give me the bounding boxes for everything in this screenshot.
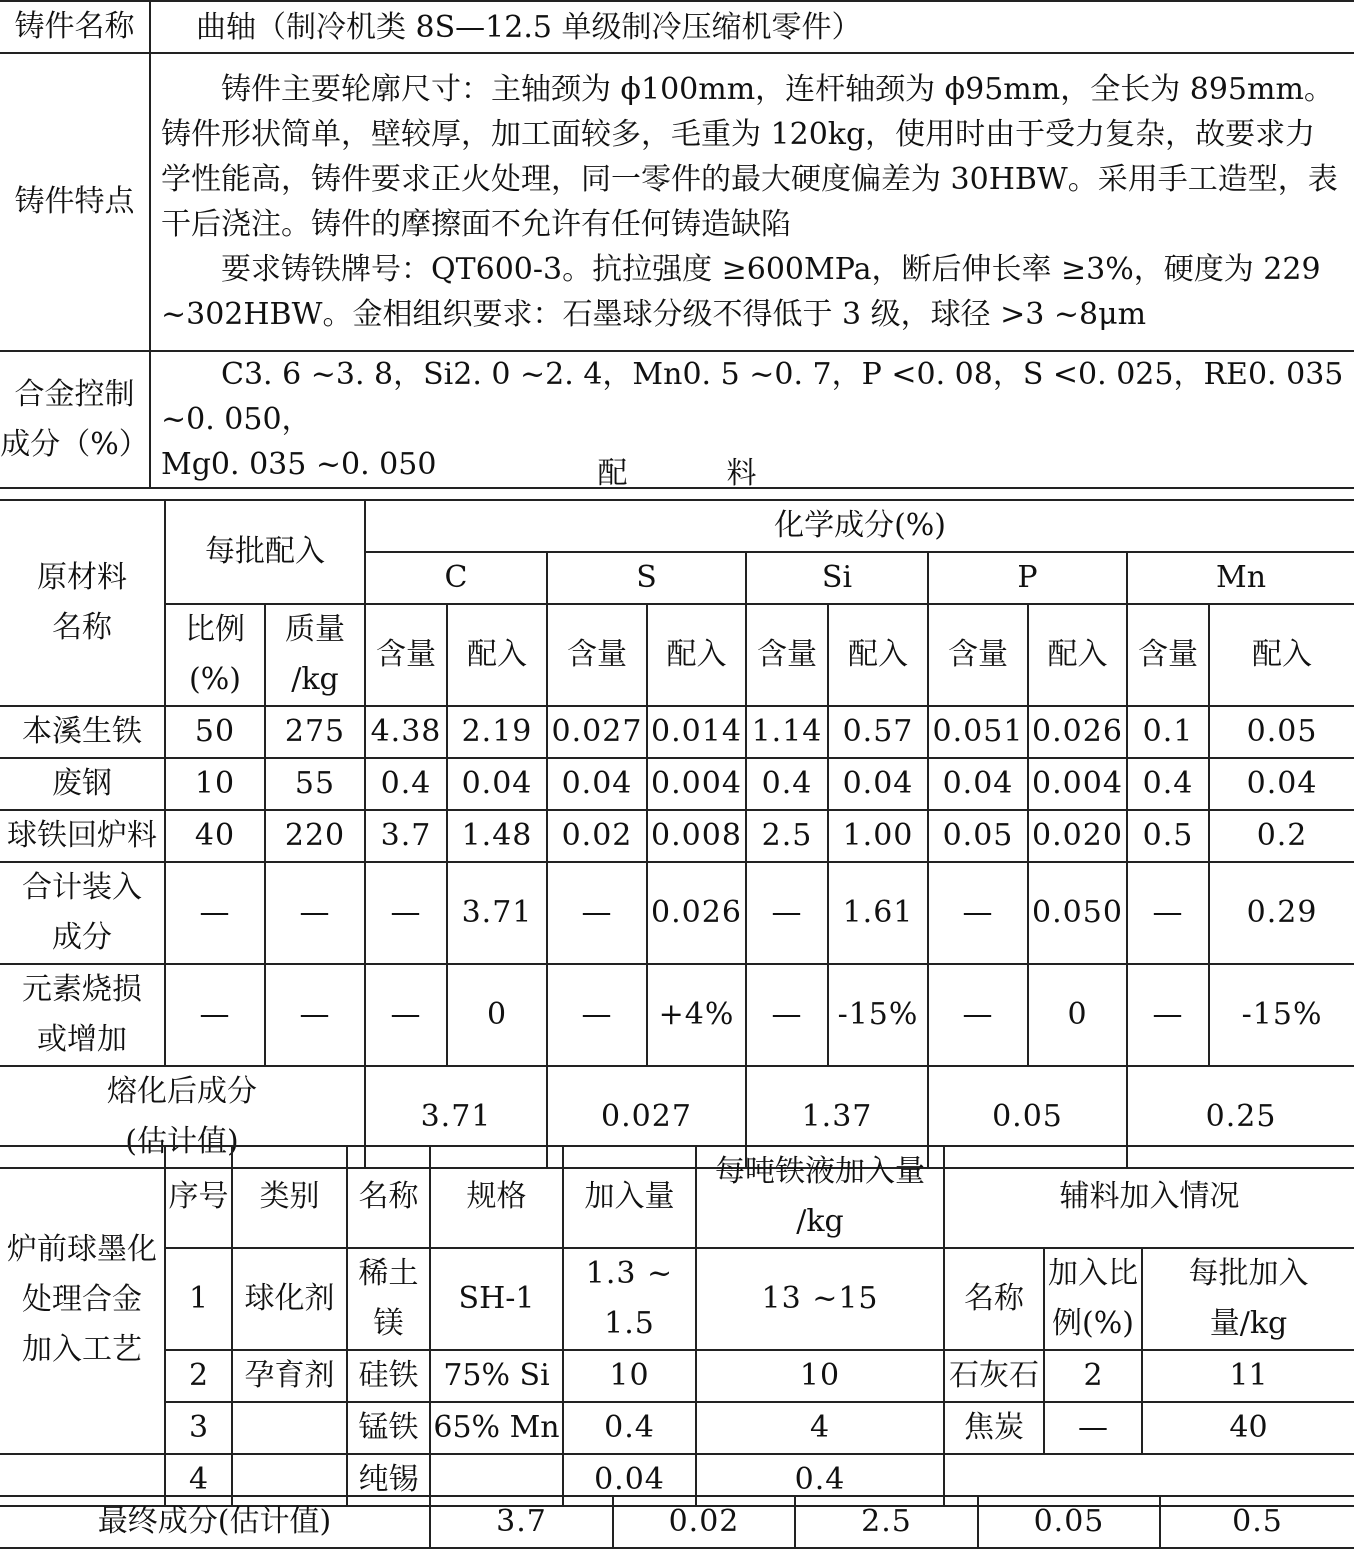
aux-ratio: 2 [1044, 1350, 1142, 1402]
cell-value: 3.7 [365, 810, 447, 862]
row-no: 4 [165, 1454, 232, 1506]
cell-value: 0.027 [547, 1066, 746, 1168]
cell-value: 0.5 [1127, 810, 1209, 862]
row-type [232, 1402, 347, 1454]
row-amount [563, 1248, 696, 1350]
ratio-header-2: (%) [189, 662, 241, 697]
cell-value: 1.61 [828, 862, 928, 964]
treatment-label-2: 处理合金 [22, 1282, 142, 1317]
element-c: C [365, 552, 547, 604]
aux-ratio-header-2: 例(%) [1052, 1306, 1134, 1341]
alloy-label-line-2: 成分（%） [0, 426, 149, 462]
cell-value: 0.04 [547, 758, 647, 810]
mass-header-2: /kg [291, 662, 339, 697]
cell-value: — [165, 862, 265, 964]
ratio-value: 40 [165, 810, 265, 862]
cell-value: 0.1 [1127, 706, 1209, 758]
col-header-per-ton [696, 1146, 944, 1248]
cell-value: 0.008 [647, 810, 746, 862]
cell-value: — [365, 862, 447, 964]
row-amount: 10 [563, 1350, 696, 1402]
loss-label-2: 或增加 [37, 1022, 127, 1057]
content-header: 含量 [547, 604, 647, 706]
raw-material-header [0, 500, 165, 706]
added-header: 配入 [447, 604, 547, 706]
material-name: 球铁回炉料 [0, 810, 165, 862]
row-name: 纯锡 [347, 1454, 430, 1506]
cell-value: — [165, 964, 265, 1066]
cell-value: — [928, 862, 1028, 964]
cell-value: 0.020 [1028, 810, 1127, 862]
row-no: 3 [165, 1402, 232, 1454]
cell-value: — [928, 964, 1028, 1066]
content-header: 含量 [365, 604, 447, 706]
mass-value: 220 [265, 810, 365, 862]
cell-value: 0.027 [547, 706, 647, 758]
cell-value: 0.04 [928, 758, 1028, 810]
material-name: 废钢 [0, 758, 165, 810]
aux-batch-header-1: 每批加入 [1188, 1256, 1309, 1291]
treatment-label [0, 1146, 165, 1454]
alloy-label-line-1: 合金控制 [14, 376, 135, 412]
cell-value: 0.04 [447, 758, 547, 810]
casting-name-label: 铸件名称 [0, 1, 150, 53]
cell-value: 0.4 [365, 758, 447, 810]
total-row [0, 862, 1354, 964]
cell-value: 0.05 [928, 810, 1028, 862]
features-label: 铸件特点 [0, 53, 150, 351]
mass-header [265, 604, 365, 706]
content-header: 含量 [1127, 604, 1209, 706]
per-batch-header: 每批配入 [165, 500, 365, 604]
cell-value: — [547, 862, 647, 964]
section-title [0, 449, 1354, 499]
cell-value: 0.25 [1127, 1066, 1354, 1168]
cell-value: 0.02 [547, 810, 647, 862]
final-table [0, 1495, 1354, 1549]
row-spec: 65% Mn [430, 1402, 563, 1454]
row-amount-1: 1.3 ~ [585, 1256, 674, 1291]
element-si: Si [746, 552, 928, 604]
cell-value: 0.05 [1209, 706, 1354, 758]
cell-value: 3.71 [365, 1066, 547, 1168]
aux-ratio-header-1: 加入比 [1048, 1256, 1138, 1291]
cell-value: 0.051 [928, 706, 1028, 758]
aux-ratio: — [1044, 1402, 1142, 1454]
row-type: 孕育剂 [232, 1350, 347, 1402]
added-header: 配入 [647, 604, 746, 706]
cell-value: — [547, 964, 647, 1066]
aux-name-header: 名称 [944, 1248, 1044, 1350]
row-no: 2 [165, 1350, 232, 1402]
cell-value: — [1127, 862, 1209, 964]
material-name: 本溪生铁 [0, 706, 165, 758]
batch-table [0, 499, 1354, 1169]
col-header-type: 类别 [232, 1146, 347, 1248]
row-name: 硅铁 [347, 1350, 430, 1402]
cell-value: 0.026 [647, 862, 746, 964]
added-header: 配入 [1209, 604, 1354, 706]
table-row [0, 1248, 1354, 1350]
section-title-char-1: 配 [597, 456, 628, 491]
final-label: 最终成分(估计值) [0, 1496, 430, 1548]
cell-value: +4% [647, 964, 746, 1066]
features-text [150, 53, 1354, 351]
final-value: 0.5 [1160, 1496, 1354, 1548]
header-table [0, 0, 1354, 489]
row-per-ton: 0.4 [696, 1454, 944, 1506]
alloy-value-line-2: Mg0. 035 ~0. 050 [161, 447, 437, 482]
loss-label-1: 元素烧损 [22, 972, 142, 1007]
added-header: 配入 [1028, 604, 1127, 706]
cell-value: 0.57 [828, 706, 928, 758]
mass-header-1: 质量 [285, 612, 345, 647]
cell-value: 3.71 [447, 862, 547, 964]
element-s: S [547, 552, 746, 604]
treatment-table [0, 1145, 1354, 1507]
per-ton-header-2: /kg [796, 1204, 844, 1239]
row-name-2: 镁 [373, 1306, 404, 1341]
cell-value: 0.026 [1028, 706, 1127, 758]
table-row [0, 758, 1354, 810]
melt-label-1: 熔化后成分 [107, 1074, 257, 1109]
row-name: 锰铁 [347, 1402, 430, 1454]
cell-value: — [265, 964, 365, 1066]
raw-material-header-1: 原材料 [37, 560, 127, 595]
cell-value: -15% [828, 964, 928, 1066]
per-ton-header-1: 每吨铁液加入量 [715, 1154, 925, 1189]
row-per-ton: 4 [696, 1402, 944, 1454]
aux-batch: 11 [1142, 1350, 1354, 1402]
row-amount-2: 1.5 [604, 1306, 655, 1341]
row-no: 1 [165, 1248, 232, 1350]
row-per-ton: 13 ~15 [696, 1248, 944, 1350]
cell-value: — [265, 862, 365, 964]
added-header: 配入 [828, 604, 928, 706]
ratio-header [165, 604, 265, 706]
content-header: 含量 [928, 604, 1028, 706]
ratio-header-1: 比例 [185, 612, 245, 647]
row-spec: SH-1 [430, 1248, 563, 1350]
features-paragraph-2: 要求铸铁牌号：QT600-3。抗拉强度 ≥600MPa，断后伸长率 ≥3%，硬度为 229 ~302HBW。金相组织要求：石墨球分级不得低于 3 级，球径 >3 ~8μm [161, 252, 1321, 332]
cell-value: 0.04 [1209, 758, 1354, 810]
cell-value: 1.48 [447, 810, 547, 862]
mass-value: 275 [265, 706, 365, 758]
row-name-1: 稀土 [358, 1256, 419, 1291]
treatment-label-1: 炉前球墨化 [7, 1232, 157, 1267]
casting-name-value: 曲轴（制冷机类 8S—12.5 单级制冷压缩机零件） [150, 1, 1354, 53]
col-header-spec: 规格 [430, 1146, 563, 1248]
melt-label-2: (估计值) [125, 1124, 239, 1159]
ratio-value: 50 [165, 706, 265, 758]
cell-value: 0.2 [1209, 810, 1354, 862]
cell-value: 0 [447, 964, 547, 1066]
table-row [0, 810, 1354, 862]
cell-value: 0.4 [746, 758, 828, 810]
final-value: 2.5 [795, 1496, 978, 1548]
alloy-value-line-1: C3. 6 ~3. 8，Si2. 0 ~2. 4，Mn0. 5 ~0. 7，P <0. 08，S <0. 025，RE0. 035 ~0. 050， [161, 357, 1344, 437]
content-header: 含量 [746, 604, 828, 706]
cell-value: — [746, 862, 828, 964]
col-header-amount: 加入量 [563, 1146, 696, 1248]
row-amount: 0.04 [563, 1454, 696, 1506]
aux-name: 石灰石 [944, 1350, 1044, 1402]
cell-value: 4.38 [365, 706, 447, 758]
mass-value: 55 [265, 758, 365, 810]
cell-value: -15% [1209, 964, 1354, 1066]
element-mn: Mn [1127, 552, 1354, 604]
cell-value: 2.5 [746, 810, 828, 862]
col-header-name: 名称 [347, 1146, 430, 1248]
cell-value: — [1127, 964, 1209, 1066]
aux-batch-header [1142, 1248, 1354, 1350]
total-label-2: 成分 [52, 920, 112, 955]
table-row [0, 1402, 1354, 1454]
cell-value: 1.14 [746, 706, 828, 758]
cell-value: 1.00 [828, 810, 928, 862]
aux-ratio-header [1044, 1248, 1142, 1350]
cell-value: 0.004 [1028, 758, 1127, 810]
cell-value: 1.37 [746, 1066, 928, 1168]
cell-value: 0.4 [1127, 758, 1209, 810]
section-title-char-2: 料 [726, 456, 757, 491]
cell-value: — [365, 964, 447, 1066]
cell-value: 0.050 [1028, 862, 1127, 964]
cell-value: 0.014 [647, 706, 746, 758]
features-paragraph-1: 铸件主要轮廓尺寸：主轴颈为 ϕ100mm，连杆轴颈为 ϕ95mm，全长为 895mm。铸件形状简单，壁较厚，加工面较多，毛重为 120kg，使用时由于受力复杂，故要求力学性能高，铸件要求正火处理，同一零件的最大硬度偏差为 30HBW。采用手工造型，表干后浇注。铸件的摩擦面不允许有任何铸造缺陷 [161, 72, 1338, 242]
col-header-aux: 辅料加入情况 [944, 1146, 1354, 1248]
chem-composition-header: 化学成分(%) [365, 500, 1354, 552]
table-row [0, 706, 1354, 758]
row-type: 球化剂 [232, 1248, 347, 1350]
cell-value: 0.04 [828, 758, 928, 810]
loss-row [0, 964, 1354, 1066]
final-value: 0.02 [613, 1496, 795, 1548]
loss-label [0, 964, 165, 1066]
final-value: 3.7 [430, 1496, 613, 1548]
treatment-label-3: 加入工艺 [22, 1332, 142, 1367]
row-amount: 0.4 [563, 1402, 696, 1454]
raw-material-header-2: 名称 [52, 610, 112, 645]
final-value: 0.05 [978, 1496, 1160, 1548]
total-label [0, 862, 165, 964]
element-p: P [928, 552, 1127, 604]
cell-value: 0.29 [1209, 862, 1354, 964]
cell-value: — [746, 964, 828, 1066]
col-header-no: 序号 [165, 1146, 232, 1248]
row-spec: 75% Si [430, 1350, 563, 1402]
cell-value: 0 [1028, 964, 1127, 1066]
total-label-1: 合计装入 [22, 870, 142, 905]
aux-batch: 40 [1142, 1402, 1354, 1454]
cell-value: 0.004 [647, 758, 746, 810]
row-name [347, 1248, 430, 1350]
table-row [0, 1350, 1354, 1402]
aux-batch-header-2: 量/kg [1209, 1306, 1288, 1341]
row-per-ton: 10 [696, 1350, 944, 1402]
aux-name: 焦炭 [944, 1402, 1044, 1454]
cell-value: 0.05 [928, 1066, 1127, 1168]
cell-value: 2.19 [447, 706, 547, 758]
ratio-value: 10 [165, 758, 265, 810]
